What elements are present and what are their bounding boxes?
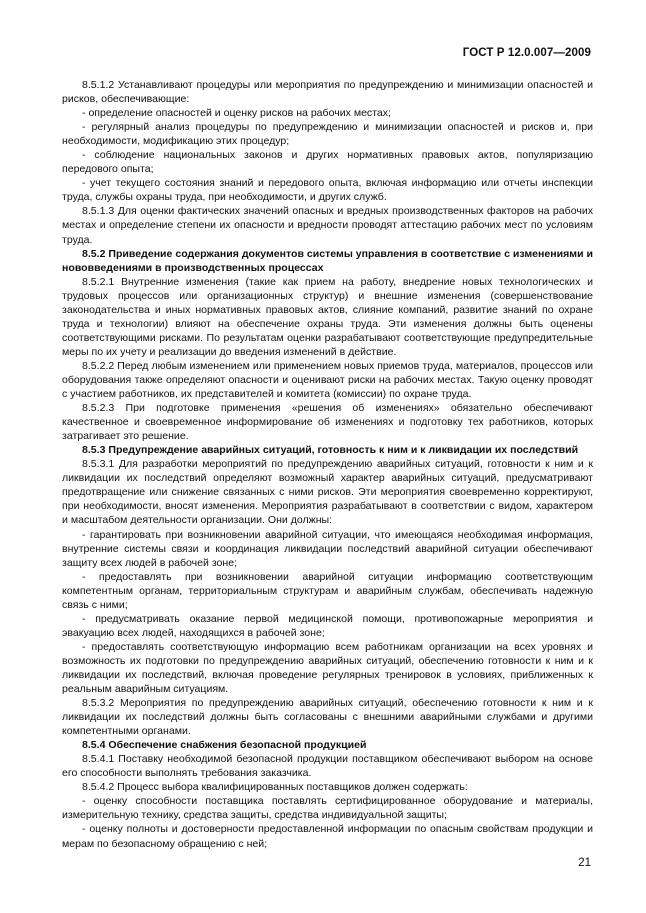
paragraph-8-5-1-2: 8.5.1.2 Устанавливают процедуры или мероприятия по предупреждению и минимизации опасностей и рисков, обеспечивающие: [62, 79, 593, 106]
list-item: - предусматривать оказание первой медицинской помощи, противопожарные мероприятия и эвакуацию всех людей, находящихся в рабочей зоне; [62, 612, 593, 639]
section-heading-8-5-4: 8.5.4 Обеспечение снабжения безопасной продукцией [82, 739, 367, 752]
paragraph-8-5-2-1: 8.5.2.1 Внутренние изменения (такие как прием на работу, внедрение новых технологических и трудовых процессов или организационных структур) и внешние изменения (совершенствование законодательства и иных нормативных правовых актов, слияние компаний, развитие знаний по охране труда и технологии) влияют на обеспечение охраны труда. Эти изменения должны быть оценены соответствующими рисками. По результатам оценки разрабатывают соответствующие предупредительные меры по их учету и реализации до введения изменений в действие. [62, 275, 593, 358]
list-item: - соблюдение национальных законов и других нормативных правовых актов, популяризацию передового опыта; [62, 149, 593, 176]
standard-designation: ГОСТ Р 12.0.007—2009 [462, 47, 591, 59]
list-item: - регулярный анализ процедуры по предупреждению и минимизации опасностей и рисков и, при необходимости, модификацию этих процедур; [62, 121, 593, 148]
page-number: 21 [578, 857, 591, 869]
list-item: - оценку способности поставщика поставлять сертифицированное оборудование и материалы, измерительную технику, средства защиты, средства индивидуальной защиты; [62, 795, 593, 822]
paragraph-8-5-2-3: 8.5.2.3 При подготовке применения «решения об изменениях» обязательно обеспечивают качественное и своевременное информирование об изменениях и подготовку тех работников, которых затрагивает это решение. [62, 402, 593, 443]
list-item: - предоставлять соответствующую информацию всем работникам организации на всех уровнях и возможность их подготовки по предупреждению аварийных ситуаций, обеспечению готовности к ним и к ликвидации их последствий, включая проведение регулярных тренировок в условиях, приближенных к реальным аварийным ситуациям. [62, 640, 593, 696]
paragraph-8-5-2-2: 8.5.2.2 Перед любым изменением или применением новых приемов труда, материалов, процессов или оборудования также определяют опасности и оценивают риски на рабочих местах. Такую оценку проводят с участием работников, их представителей и комитета (комиссии) по охране труда. [62, 359, 593, 401]
list-item: - предоставлять при возникновении аварийной ситуации информацию соответствующим компетентным органам, территориальным структурам и аварийным службам, обеспечивать надежную связь с ними; [62, 570, 593, 611]
document-body [62, 78, 593, 851]
section-heading-8-5-3: 8.5.3 Предупреждение аварийных ситуаций, готовность к ним и к ликвидации их последствий [82, 444, 579, 457]
paragraph-8-5-1-3: 8.5.1.3 Для оценки фактических значений опасных и вредных производственных факторов на рабочих местах и определение степени их опасности и вредности проводят аттестацию рабочих мест по условиям труда. [62, 205, 593, 246]
list-item: - гарантировать при возникновении аварийной ситуации, что имеющаяся необходимая информация, внутренние системы связи и координация ликвидации последствий аварийной ситуации обеспечивают защиту всех людей в рабочей зоне; [62, 528, 593, 569]
list-item: - учет текущего состояния знаний и передового опыта, включая информацию или отчеты инспекции труда, службы охраны труда, при необходимости, и других служб. [62, 177, 593, 204]
list-item: - оценку полноты и достоверности предоставленной информации по опасным свойствам продукции и мерам по безопасному обращению с ней; [62, 823, 593, 850]
section-heading-8-5-2: 8.5.2 Приведение содержания документов системы управления в соответствие с изменениями и нововведениями в производственных процессах [62, 247, 593, 274]
paragraph-8-5-4-2: 8.5.4.2 Процесс выбора квалифицированных поставщиков должен содержать: [82, 781, 468, 794]
paragraph-8-5-3-2: 8.5.3.2 Мероприятия по предупреждению аварийных ситуаций, обеспечению готовности к ним и к ликвидации их последствий должны быть согласованы с внешними аварийными службами и другими компетентными органами. [62, 697, 593, 738]
list-item: - определение опасностей и оценку рисков на рабочих местах; [82, 107, 391, 120]
paragraph-8-5-3-1: 8.5.3.1 Для разработки мероприятий по предупреждению аварийных ситуаций, готовности к ним и к ликвидации их последствий определяют возможный характер аварийных ситуаций, предусматривают предотвращение или снижение связанных с ними рисков. Эти мероприятия своевременно корректируют, при необходимости, вносят изменения. Мероприятия разрабатывают в соответствии с видом, характером и масштабом деятельности организации. Они должны: [62, 458, 593, 527]
paragraph-8-5-4-1: 8.5.4.1 Поставку необходимой безопасной продукции поставщиком обеспечивают выбором на основе его способности выполнять требования заказчика. [62, 753, 593, 780]
